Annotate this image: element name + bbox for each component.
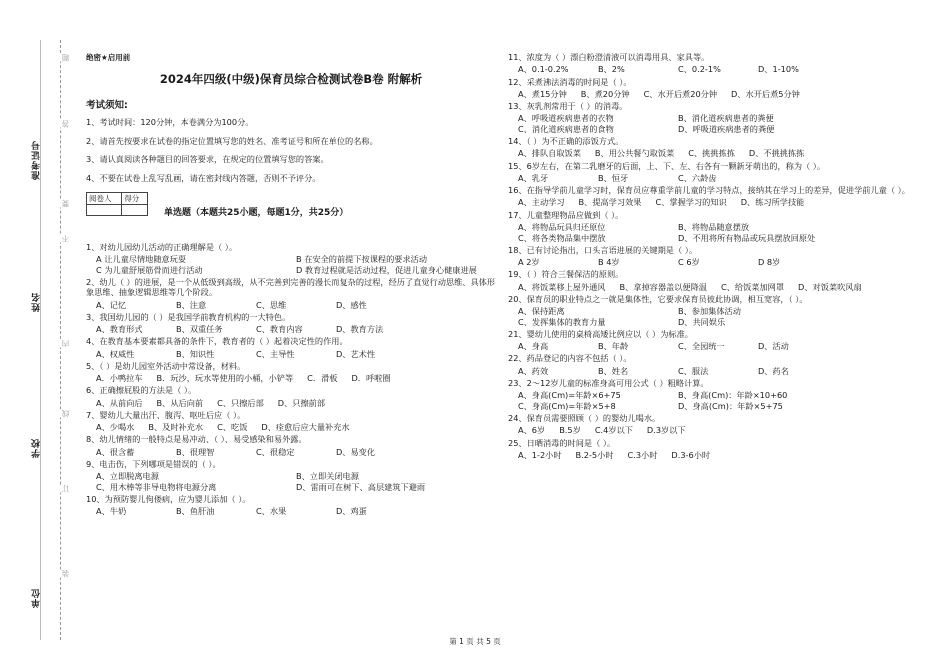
answer-option[interactable]: A 2岁: [518, 257, 540, 268]
answer-option[interactable]: B、恒牙: [598, 172, 629, 183]
answer-option[interactable]: D、身高(Cm)：年龄×5+75: [678, 400, 783, 411]
answer-option[interactable]: C.3小时: [627, 449, 658, 460]
option-row: [508, 64, 928, 75]
answer-option[interactable]: B、及时补充水: [148, 422, 204, 433]
answer-option[interactable]: C、很稳定: [256, 446, 295, 457]
answer-option[interactable]: C、身高(Cm)=年龄×5+8: [518, 400, 616, 411]
seal-char: 答: [61, 120, 70, 128]
answer-option[interactable]: C．滑板: [307, 373, 338, 384]
answer-option[interactable]: B.5岁: [559, 425, 581, 436]
answer-option[interactable]: D、不挑挑拣拣: [748, 148, 805, 159]
notice-list: [86, 117, 496, 184]
answer-option[interactable]: D．呼啦圈: [351, 373, 391, 384]
binding-strip: [26, 40, 70, 640]
question-list-left: [86, 242, 496, 517]
question-text: 24、保育员需要照顾（ ）的婴幼儿喝水。: [508, 413, 661, 424]
answer-option[interactable]: A 让儿童尽情地随意玩耍: [96, 253, 187, 264]
option-row: [508, 148, 928, 159]
answer-option[interactable]: C、吃饭: [217, 422, 248, 433]
answer-option[interactable]: B、拿掉容器盖以便降温: [619, 281, 707, 292]
answer-option[interactable]: C、发挥集体的教育力量: [518, 316, 606, 327]
question-text: 18、已有讨论指出，口头言语进展的关键期是（ ）。: [508, 244, 698, 255]
question-text: 6、正确擦屁股的方法是（ ）。: [86, 385, 197, 396]
answer-option[interactable]: A、1-2小时: [518, 449, 562, 460]
answer-option[interactable]: C、挑挑拣拣: [688, 148, 735, 159]
question-text: 16、在指导学前儿童学习时，保育员应尊重学前儿童的学习特点，接纳其在学习上的差异，促进学前儿童（ ）。: [508, 185, 910, 196]
question-text: 15、6岁左右，在第二乳磨牙的后面，上、下、左、右各有一颗新牙萌出的，称为（ ）。: [508, 160, 826, 171]
option-row: [86, 422, 496, 433]
option-row: [508, 113, 928, 134]
question-text: 21、婴幼儿使用的桌椅高矮比例应以（ ）为标准。: [508, 328, 693, 339]
option-row: [86, 471, 496, 492]
answer-option[interactable]: C.4岁以下: [594, 425, 633, 436]
answer-option[interactable]: D、只擦前部: [277, 397, 326, 408]
question-text: 17、儿童整理物品应做到（ ）。: [508, 209, 624, 220]
answer-option[interactable]: B 在安全的前提下按课程的要求活动: [296, 253, 428, 264]
answer-option[interactable]: A、主动学习: [518, 197, 565, 208]
question-list-right: [508, 52, 928, 461]
notice-heading: 考试须知:: [86, 100, 128, 111]
question-text: 9、电击伤，下列哪项是错误的（ ）。: [86, 458, 221, 469]
question-text: 23、2～12岁儿童的标准身高可用公式（ ）粗略计算。: [508, 377, 709, 388]
option-row: [508, 306, 928, 327]
answer-option[interactable]: C、水开后煮20分钟: [643, 88, 718, 99]
question-text: 22、药品登记的内容不包括（ ）。: [508, 353, 632, 364]
seal-char: 内: [61, 340, 70, 348]
answer-option[interactable]: B、从后向前: [156, 397, 204, 408]
answer-option[interactable]: D、感性: [336, 299, 367, 310]
answer-option[interactable]: A、保持距离: [518, 306, 565, 317]
answer-option[interactable]: D、不用将所有物品或玩具摆放回原处: [678, 232, 816, 243]
notice-item: 1、考试时间：120分钟，本卷满分为100分。: [86, 117, 254, 127]
grader-header: 阅卷人: [87, 192, 122, 204]
option-row: [508, 197, 928, 208]
answer-option[interactable]: C、给饭菜加网罩: [720, 281, 785, 292]
option-row: [86, 447, 496, 458]
score-header: 得分: [122, 192, 148, 204]
answer-option[interactable]: D 教育过程就是活动过程，促进儿童身心健康进展: [296, 264, 477, 275]
answer-option[interactable]: C、将各类物品集中摆放: [518, 232, 606, 243]
label-exam-number: 准考证号: [32, 140, 42, 180]
left-column: [86, 52, 496, 519]
answer-option[interactable]: C、教育内容: [256, 324, 303, 335]
answer-option[interactable]: D.3-6小时: [671, 449, 711, 460]
option-row: [508, 390, 928, 411]
section-title: 单选题（本题共25小题，每题1分，共25分）: [164, 207, 349, 218]
answer-option[interactable]: B、提高学习效果: [578, 197, 642, 208]
answer-option[interactable]: A、6岁: [518, 425, 546, 436]
answer-option[interactable]: A、呼吸道疾病患者的衣物: [518, 113, 614, 124]
answer-option[interactable]: C 为儿童舒展筋骨而进行活动: [96, 264, 203, 275]
question-text: 1、对幼儿园幼儿活动的正确理解是（ ）。: [86, 241, 238, 252]
answer-option[interactable]: C、消化道疾病患者的食物: [518, 123, 614, 134]
answer-option[interactable]: B、年龄: [598, 341, 629, 352]
answer-option[interactable]: D、对饭菜吹风扇: [798, 281, 862, 292]
answer-option[interactable]: C、掌握学习的知识: [655, 197, 727, 208]
answer-option[interactable]: C、主导性: [256, 348, 295, 359]
option-row: [508, 450, 928, 461]
page-title: 2024年四级(中级)保育员综合检测试卷B卷 附解析: [159, 72, 423, 86]
seal-char: 装: [61, 570, 70, 578]
seal-char: 不: [61, 235, 70, 243]
answer-option[interactable]: A、牛奶: [96, 506, 127, 517]
notice-item: 2、请首先按要求在试卷的指定位置填写您的姓名、准考证号和所在单位的名称。: [86, 135, 378, 146]
score-cell[interactable]: [122, 204, 148, 215]
answer-option[interactable]: D、练习所学技能: [740, 197, 805, 208]
answer-option[interactable]: D、易变化: [336, 446, 376, 457]
answer-option[interactable]: B、姓名: [598, 365, 629, 376]
option-row: [86, 398, 496, 409]
answer-option[interactable]: B、立即关闭电源: [296, 471, 359, 482]
answer-option[interactable]: A、权威性: [96, 348, 135, 359]
binding-rule: [40, 40, 41, 640]
answer-option[interactable]: B、知识性: [176, 348, 215, 359]
label-name: 姓名: [32, 292, 42, 312]
option-row: [508, 282, 928, 293]
answer-option[interactable]: B、注意: [176, 299, 207, 310]
answer-option[interactable]: A、从前向后: [96, 397, 143, 408]
answer-option[interactable]: B．玩沙，玩水等使用的小桶，小铲等: [156, 373, 294, 384]
answer-option[interactable]: A、药效: [518, 365, 549, 376]
notice-item: 3、请认真阅读各种题目的回答要求，在规定的位置填写您的答案。: [86, 154, 329, 165]
answer-option[interactable]: C 6岁: [678, 257, 700, 268]
option-row: [508, 222, 928, 243]
answer-option[interactable]: A、记忆: [96, 299, 127, 310]
answer-option[interactable]: C、全园统一: [678, 341, 725, 352]
question-text: 4、在教育基本要素都具备的条件下，教育者的（ ）起着决定性的作用。: [86, 336, 348, 347]
option-row: [508, 173, 928, 184]
answer-option[interactable]: A、将物品玩具归还原位: [518, 221, 606, 232]
question-text: 13、灰乳剂常用于（ ）的消毒。: [508, 101, 628, 111]
question-text: 2、幼儿（ ）的进展，是一个从低级到高级，从不完善到完善的漫长而复杂的过程，经历了直觉行动思维、具体形象思维、抽象逻辑思维等几个阶段。: [86, 276, 496, 298]
answer-option[interactable]: B.2-5小时: [575, 449, 614, 460]
answer-option[interactable]: D、雷雨可在树下、高层建筑下避雨: [296, 481, 426, 492]
answer-option[interactable]: A．小鸭拉车: [96, 373, 143, 384]
answer-option[interactable]: C、服法: [678, 365, 709, 376]
option-row: [86, 373, 496, 384]
answer-option[interactable]: A、立即脱离电源: [96, 471, 159, 482]
label-unit: 单位: [32, 588, 42, 608]
answer-option[interactable]: A、身高: [518, 341, 549, 352]
seal-char: 要: [61, 200, 70, 208]
answer-option[interactable]: A、很含蓄: [96, 446, 135, 457]
answer-option[interactable]: C、0.2-1%: [678, 64, 721, 75]
question-text: 12、采煮沸法消毒的时间是（ ）。: [508, 76, 632, 87]
option-row: [508, 89, 928, 100]
answer-option[interactable]: B、2%: [598, 64, 625, 75]
option-row: [508, 257, 928, 268]
option-row: [86, 254, 496, 275]
question-text: 3、我国幼儿园的（ ）是我国学前教育机构的一大特色。: [86, 311, 291, 322]
answer-option[interactable]: D、教育方法: [336, 324, 384, 335]
option-row: [86, 324, 496, 335]
answer-option[interactable]: D、痊愈后应大量补充水: [261, 422, 350, 433]
answer-option[interactable]: B 4岁: [598, 257, 620, 268]
answer-option[interactable]: C、用木棒等非导电物将电源分离: [96, 481, 217, 492]
seal-char: 题: [61, 54, 70, 62]
answer-option[interactable]: A、乳牙: [518, 172, 549, 183]
answer-option[interactable]: D、共同娱乐: [678, 316, 726, 327]
answer-option[interactable]: A、教育形式: [96, 324, 143, 335]
question-text: 10、为预防婴儿佝偻病，应为婴儿添加（ ）。: [86, 494, 251, 505]
answer-option[interactable]: D、艺术性: [336, 348, 376, 359]
answer-option[interactable]: A、排队自取饭菜: [518, 148, 581, 159]
answer-option[interactable]: B、消化道疾病患者的粪便: [678, 113, 774, 124]
notice-item: 4、不要在试卷上乱写乱画，请在密封线内答题，否则不予评分。: [86, 172, 321, 183]
score-area: [86, 192, 496, 218]
question-text: 14、（ ）为不正确的添饭方式。: [508, 136, 624, 147]
answer-option[interactable]: C、思维: [256, 299, 287, 310]
option-row: [508, 366, 928, 377]
option-row: [508, 425, 928, 436]
option-row: [508, 341, 928, 352]
answer-option[interactable]: B、鱼肝油: [176, 506, 215, 517]
score-table: [86, 192, 148, 216]
option-row: [86, 300, 496, 311]
answer-option[interactable]: B、将物品随意摆放: [678, 221, 750, 232]
seal-char: 订: [61, 485, 70, 493]
seal-char: 线: [61, 410, 70, 418]
answer-option[interactable]: A、0.1-0.2%: [518, 64, 569, 75]
answer-option[interactable]: D.3岁以下: [646, 425, 686, 436]
answer-option[interactable]: D、水开后煮5分钟: [731, 88, 800, 99]
answer-option[interactable]: A、将饭菜移上屋外通风: [518, 281, 606, 292]
answer-option[interactable]: D、活动: [758, 341, 789, 352]
answer-option[interactable]: B、很理智: [176, 446, 215, 457]
answer-option[interactable]: D、呼吸道疾病患者的粪便: [678, 123, 775, 134]
grader-cell[interactable]: [87, 204, 122, 215]
answer-option[interactable]: A、身高(Cm)=年龄×6+75: [518, 390, 621, 401]
answer-option[interactable]: C、只擦后部: [217, 397, 264, 408]
answer-option[interactable]: D、1-10%: [758, 64, 799, 75]
question-text: 20、保育员的职业特点之一就是集体性，它要求保育员彼此协调，相互宽容，（ ）。: [508, 293, 808, 304]
answer-option[interactable]: B、参加集体活动: [678, 306, 741, 317]
answer-option[interactable]: C、水果: [256, 506, 287, 517]
question-text: 25、日晒消毒的时间是（ ）。: [508, 437, 616, 448]
option-row: [86, 349, 496, 360]
question-text: 8、幼儿情绪的一般特点是易冲动、（ ）、易受感染和易外露。: [86, 434, 307, 445]
question-text: 11、浓度为（ ）漂白粉澄清液可以消毒用具、家具等。: [508, 52, 710, 62]
answer-option[interactable]: A、少喝水: [96, 422, 135, 433]
option-row: [86, 506, 496, 517]
answer-option[interactable]: D 8岁: [758, 257, 781, 268]
answer-option[interactable]: D、药名: [758, 365, 789, 376]
secret-mark: 绝密★启用前: [86, 53, 131, 62]
page-footer: 第 1 页 共 5 页: [449, 637, 501, 646]
question-text: 7、婴幼儿大量出汗、腹泻、呕吐后应（ ）。: [86, 409, 246, 420]
answer-option[interactable]: B、身高(Cm)：年龄×10+60: [678, 390, 788, 401]
label-school: 学校: [32, 438, 42, 458]
answer-option[interactable]: B、用公共餐勺取饭菜: [594, 148, 675, 159]
right-column: [508, 52, 928, 462]
answer-option[interactable]: C、六龄齿: [678, 172, 717, 183]
answer-option[interactable]: B、双重任务: [176, 324, 223, 335]
answer-option[interactable]: A、煮15分钟: [518, 88, 567, 99]
question-text: 19、（ ）符合三餐保洁的原则。: [508, 269, 624, 280]
answer-option[interactable]: B、煮20分钟: [580, 88, 630, 99]
answer-option[interactable]: D、鸡蛋: [336, 506, 367, 517]
question-text: 5、（ ）是幼儿园室外活动中常设备，材料。: [86, 360, 246, 371]
